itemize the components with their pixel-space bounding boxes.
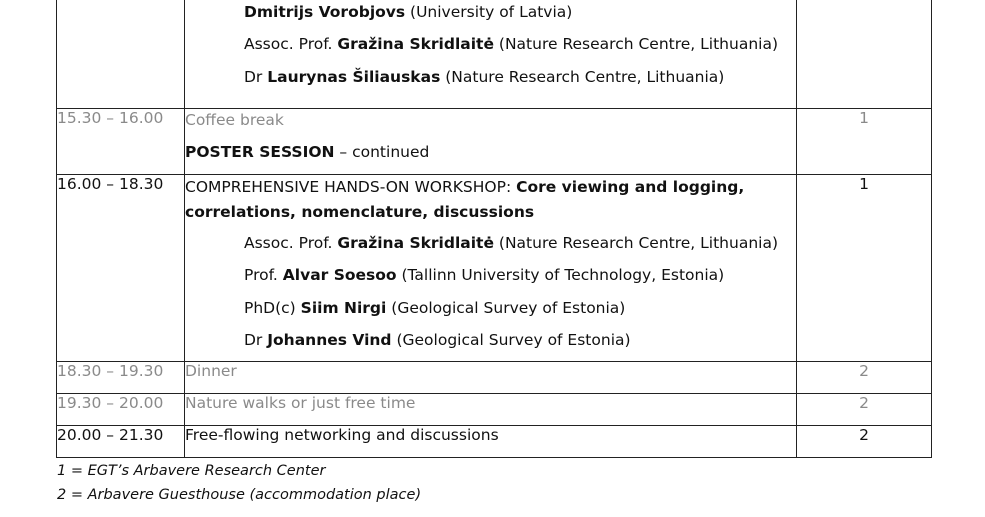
footnote-2: 2 = Arbavere Guesthouse (accommodation place) (57, 487, 422, 503)
time-cell: 16.00 – 18.30 (57, 174, 185, 362)
speaker-line (185, 66, 796, 98)
speaker-line (185, 1, 796, 33)
speaker-title: Prof. (244, 266, 283, 285)
speaker-affiliation: (Nature Research Centre, Lithuania) (440, 67, 725, 86)
speaker-name: Siim Nirgi (300, 298, 387, 317)
activity-cell (185, 109, 797, 175)
location-cell: 2 (797, 362, 932, 394)
activity-text: Coffee break (185, 111, 284, 129)
time-cell (57, 0, 185, 109)
speaker-name: Johannes Vind (267, 330, 392, 349)
speaker-name: Gražina Skridlaitė (337, 233, 494, 252)
speaker-title: Dr (244, 330, 268, 349)
speaker-line (185, 297, 796, 329)
speaker-line (185, 264, 796, 296)
speaker-affiliation: (University of Latvia) (405, 3, 573, 21)
time-cell: 15.30 – 16.00 (57, 109, 185, 175)
table-row (57, 174, 932, 362)
table-row (57, 109, 932, 175)
footnote-1: 1 = EGT’s Arbavere Research Center (57, 463, 326, 479)
time-cell: 19.30 – 20.00 (57, 394, 185, 426)
speaker-title: Dr (244, 67, 268, 86)
speaker-title: Assoc. Prof. (244, 35, 338, 54)
speaker-name: Laurynas Šiliauskas (267, 67, 441, 86)
location-cell: 2 (797, 426, 932, 458)
speaker-affiliation: (Nature Research Centre, Lithuania) (493, 233, 778, 252)
activity-cell: Dinner (185, 362, 797, 394)
location-cell: 2 (797, 394, 932, 426)
speaker-name: Dmitrijs Vorobjovs (244, 3, 406, 21)
speaker-affiliation: (Geological Survey of Estonia) (391, 330, 631, 349)
table-row (57, 362, 932, 394)
speaker-affiliation: (Nature Research Centre, Lithuania) (493, 35, 778, 54)
speaker-line (185, 33, 796, 65)
speaker-line (185, 232, 796, 264)
location-cell: 1 (797, 174, 932, 362)
table-row (57, 426, 932, 458)
activity-cell (185, 174, 797, 362)
activity-cell: Nature walks or just free time (185, 394, 797, 426)
speaker-name: Gražina Skridlaitė (337, 35, 494, 54)
schedule-table (56, 0, 932, 458)
speaker-affiliation: (Geological Survey of Estonia) (386, 298, 626, 317)
location-cell (797, 0, 932, 109)
speaker-title: PhD(c) (244, 298, 301, 317)
time-cell: 18.30 – 19.30 (57, 362, 185, 394)
activity-cell: Free-flowing networking and discussions (185, 426, 797, 458)
poster-session-text: POSTER SESSION – continued (185, 143, 430, 162)
speaker-name: Alvar Soesoo (282, 266, 397, 285)
speaker-affiliation: (Tallinn University of Technology, Estonia) (396, 266, 725, 285)
table-row (57, 0, 932, 109)
speaker-title: Assoc. Prof. (244, 233, 338, 252)
workshop-title: COMPREHENSIVE HANDS-ON WORKSHOP: Core viewing and logging, correlations, nomenclature, discussions (185, 177, 745, 221)
time-cell: 20.00 – 21.30 (57, 426, 185, 458)
location-cell: 1 (797, 109, 932, 175)
activity-cell (185, 0, 797, 109)
table-row (57, 394, 932, 426)
speaker-line (185, 329, 796, 361)
